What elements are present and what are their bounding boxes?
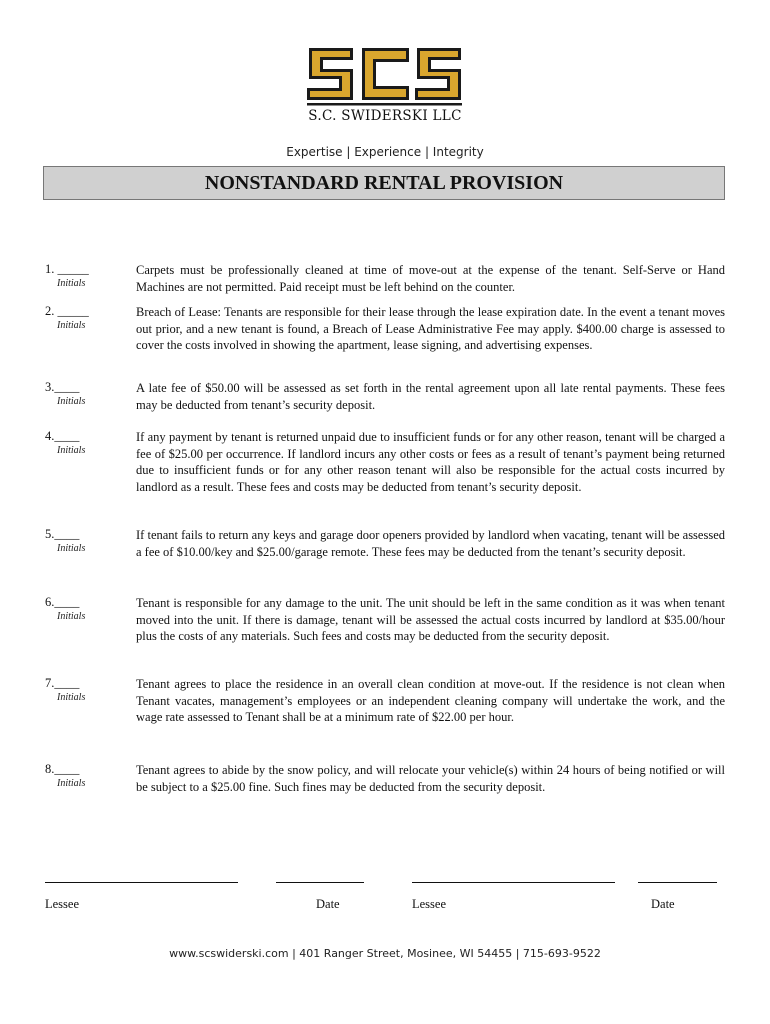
- provision-text: A late fee of $50.00 will be assessed as set forth in the rental agreement upon all late rental payments. These fees may be deducted from tenant’s security deposit.: [136, 381, 725, 412]
- provision-number[interactable]: 5.____: [45, 527, 80, 541]
- provision-number[interactable]: 4.____: [45, 429, 80, 443]
- tagline: Expertise | Experience | Integrity: [286, 145, 484, 159]
- date-1-label: Date: [316, 897, 340, 911]
- initials-label: Initials: [57, 692, 86, 703]
- initials-label: Initials: [57, 320, 86, 331]
- provision-text: Breach of Lease: Tenants are responsible for their lease through the lease expiration date. In the event a tenant moves out prior, and a new tenant is found, a Breach of Lease Administrative Fee may apply. $400.00 charge is assessed to cover the costs involved in showing the apartment, lease signing, and advertising expenses.: [136, 305, 725, 352]
- provision-number[interactable]: 6.____: [45, 595, 80, 609]
- footer-contact: www.scswiderski.com | 401 Ranger Street, Mosinee, WI 54455 | 715-693-9522: [169, 947, 601, 960]
- provision-number[interactable]: 8.____: [45, 762, 80, 776]
- lessee-2-signature-line[interactable]: [412, 882, 615, 884]
- provision-text: Carpets must be professionally cleaned at time of move-out at the expense of the tenant. Self-Serve or Hand Machines are not permitted. Paid receipt must be left behind on the counter.: [136, 263, 725, 294]
- initials-label: Initials: [57, 778, 86, 789]
- provision-text: If tenant fails to return any keys and garage door openers provided by landlord when vacating, tenant will be assessed a fee of $10.00/key and $25.00/garage remote. These fees may be deducted from the tenant’s security deposit.: [136, 528, 725, 559]
- provision-number[interactable]: 2. _____: [45, 304, 89, 318]
- provision-number[interactable]: 3.____: [45, 380, 80, 394]
- provision-number[interactable]: 7.____: [45, 676, 80, 690]
- page-title: NONSTANDARD RENTAL PROVISION: [204, 171, 564, 194]
- lessee-1-label: Lessee: [45, 897, 80, 911]
- initials-label: Initials: [57, 396, 86, 407]
- lessee-1-signature-line[interactable]: [45, 882, 238, 884]
- scs-logo-graphic: [305, 44, 467, 106]
- date-2-label: Date: [651, 897, 675, 911]
- provision-text: Tenant is responsible for any damage to the unit. The unit should be left in the same condition as it was when tenant moved into the unit. If there is damage, tenant will be assessed the actual costs incurred by landlord at $35.00/hour plus the costs of any materials. Such fees and costs may be deducted from the security deposit.: [136, 596, 725, 643]
- lessee-2-label: Lessee: [412, 897, 447, 911]
- initials-label: Initials: [57, 445, 86, 456]
- initials-label: Initials: [57, 278, 86, 289]
- provision-text: Tenant agrees to place the residence in an overall clean condition at move-out. If the residence is not clean when Tenant vacates, management’s employees or an independent cleaning company will undertake the work, and the wage rate assessed to Tenant shall be at a minimum rate of $22.00 per hour.: [136, 677, 725, 724]
- provision-text: If any payment by tenant is returned unpaid due to insufficient funds or for any other reason, tenant will be charged a fee of $25.00 per occurrence. If landlord incurs any other costs or fees as a result of tenant’s payment being returned due to insufficient funds or for any other reason tenant will also be responsible for the actual costs incurred by landlord as a result. These fees and costs may be deducted from tenant’s security deposit.: [136, 430, 725, 494]
- company-name: S.C. SWIDERSKI LLC: [308, 108, 462, 124]
- initials-label: Initials: [57, 543, 86, 554]
- provision-number[interactable]: 1. _____: [45, 262, 89, 276]
- initials-label: Initials: [57, 611, 86, 622]
- date-2-signature-line[interactable]: [638, 882, 717, 884]
- date-1-signature-line[interactable]: [276, 882, 364, 884]
- provision-text: Tenant agrees to abide by the snow policy, and will relocate your vehicle(s) within 24 hours of being notified or will be subject to a $25.00 fine. Such fines may be deducted from the security deposit.: [136, 763, 725, 794]
- title-banner: [43, 166, 725, 200]
